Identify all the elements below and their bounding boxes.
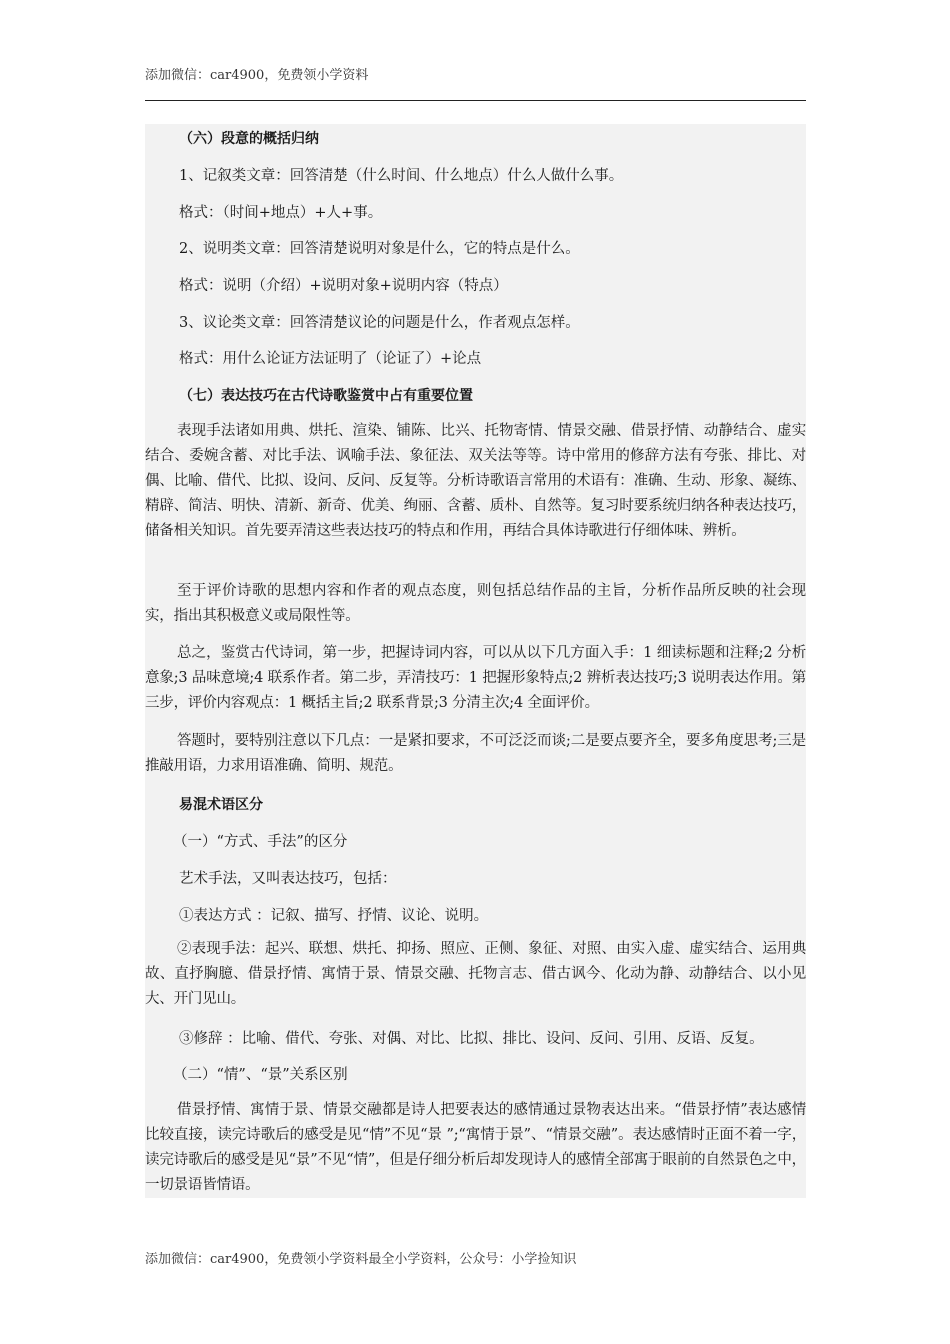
section-6-title: （六）段意的概括归纳 <box>179 131 319 147</box>
terms-sub-1: （一）“方式、手法”的区分 <box>173 834 348 850</box>
section-7-paragraph-1: 表现手法诸如用典、烘托、渲染、铺陈、比兴、托物寄情、情景交融、借景抒情、动静结合、虚实结合、委婉含蓄、对比手法、讽喻手法、象征法、双关法等等。诗中常用的修辞方法有夸张、排比、对偶、比喻、借代、比拟、设问、反问、反复等。分析诗歌语言常用的术语有：准确、生动、形象、凝练、精辟、简洁、明快、清新、新奇、优美、绚丽、含蓄、质朴、自然等。复习时要系统归纳各种表达技巧，储备相关知识。首先要弄清这些表达技巧的特点和作用，再结合具体诗歌进行仔细体味、辨析。 <box>145 423 806 539</box>
section-6-line-5: 3、议论类文章：回答清楚议论的问题是什么，作者观点怎样。 <box>179 315 580 331</box>
terms-title: 易混术语区分 <box>179 797 263 813</box>
section-6-line-2: 格式：（时间+地点）+人+事。 <box>179 205 383 221</box>
section-6-line-1: 1、记叙类文章：回答清楚（什么时间、什么地点）什么人做什么事。 <box>179 168 624 184</box>
section-6-line-3: 2、说明类文章：回答清楚说明对象是什么，它的特点是什么。 <box>179 241 580 257</box>
section-6-line-6: 格式：用什么论证方法证明了（论证了）+论点 <box>179 351 482 367</box>
terms-item-1: ①表达方式 ：记叙、描写、抒情、议论、说明。 <box>179 908 489 924</box>
section-7-paragraph-4: 答题时，要特别注意以下几点：一是紧扣要求，不可泛泛而谈;二是要点要齐全，要多角度思考;三是推敲用语，力求用语准确、简明、规范。 <box>145 733 806 774</box>
section-7-title: （七）表达技巧在古代诗歌鉴赏中占有重要位置 <box>179 388 473 404</box>
page-footer: 添加微信：car4900，免费领小学资料最全小学资料，公众号：小学捡知识 <box>145 1252 577 1267</box>
page-header: 添加微信：car4900，免费领小学资料 <box>145 68 369 83</box>
section-7-paragraph-2: 至于评价诗歌的思想内容和作者的观点态度，则包括总结作品的主旨，分析作品所反映的社会现实，指出其积极意义或局限性等。 <box>145 583 806 624</box>
terms-item-2: ②表现手法：起兴、联想、烘托、抑扬、照应、正侧、象征、对照、由实入虚、虚实结合、运用典故、直抒胸臆、借景抒情、寓情于景、情景交融、托物言志、借古讽今、化动为静、动静结合、以小见大、开门见山。 <box>145 941 806 1007</box>
terms-item-3: ③修辞 ：比喻、借代、夸张、对偶、对比、比拟、排比、设问、反问、引用、反语、反复。 <box>179 1031 764 1047</box>
terms-paragraph: 借景抒情、寓情于景、情景交融都是诗人把要表达的感情通过景物表达出来。“借景抒情”表达感情比较直接，读完诗歌后的感受是见“情”不见“景 ”;“寓情于景”、“情景交融”。表达感情时正面不着一字，读完诗歌后的感受是见“景”不见“情”，但是仔细分析后却发现诗人的感情全部寓于眼前的自然景色之中，一切景语皆情语。 <box>145 1102 806 1193</box>
section-6-line-4: 格式：说明（介绍）+说明对象+说明内容（特点） <box>179 278 508 294</box>
terms-sub-2: （二）“情”、“景”关系区别 <box>173 1067 348 1083</box>
document-body <box>145 124 806 1198</box>
terms-intro: 艺术手法，又叫表达技巧，包括： <box>179 871 397 887</box>
header-divider <box>145 100 806 101</box>
section-7-paragraph-3: 总之，鉴赏古代诗词，第一步，把握诗词内容，可以从以下几方面入手：1 细读标题和注释;2 分析意象;3 品味意境;4 联系作者。第二步，弄清技巧：1 把握形象特点;2 辨析表达技巧;3 说明表达作用。第三步，评价内容观点：1 概括主旨;2 联系背景;3 分清主次;4 全面评价。 <box>145 645 806 711</box>
